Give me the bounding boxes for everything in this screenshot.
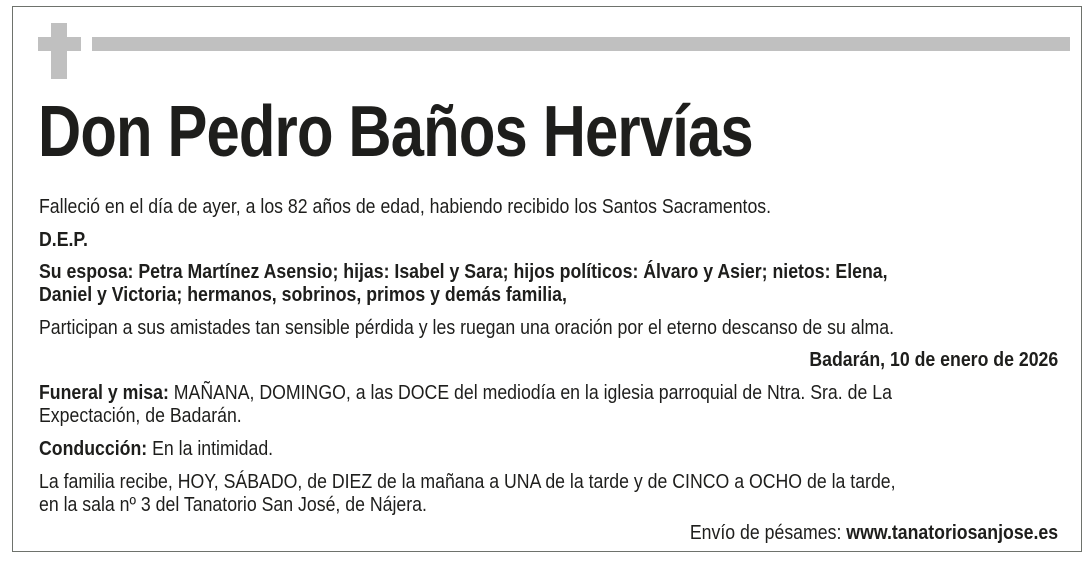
cross-icon-arm xyxy=(38,37,81,51)
visitation-line-2: en la sala nº 3 del Tanatorio San José, de Nájera. xyxy=(39,494,427,516)
funeral-line-1 xyxy=(39,382,892,405)
conduccion-label: Conducción: xyxy=(39,438,148,460)
condolences-line xyxy=(690,522,1058,545)
conduccion-value: En la intimidad. xyxy=(152,438,274,460)
death-notice: Falleció en el día de ayer, a los 82 años de edad, habiendo recibido los Santos Sacramentos. xyxy=(39,196,772,218)
cross-icon xyxy=(51,23,67,79)
visitation-line-1: La familia recibe, HOY, SÁBADO, de DIEZ de la mañana a UNA de la tarde y de CINCO a OCHO de la tarde, xyxy=(39,471,896,493)
dep-text: D.E.P. xyxy=(39,229,88,251)
conduccion-line xyxy=(39,438,273,461)
family-line-2: Daniel y Victoria; hermanos, sobrinos, primos y demás familia, xyxy=(39,284,567,306)
funeral-details: MAÑANA, DOMINGO, a las DOCE del mediodía en la iglesia parroquial de Ntra. Sra. de La xyxy=(173,382,892,404)
condolences-label: Envío de pésames: xyxy=(689,522,842,544)
condolences-url[interactable]: www.tanatoriosanjose.es xyxy=(846,522,1058,544)
deceased-name: Don Pedro Baños Hervías xyxy=(38,92,753,172)
prayer-request: Participan a sus amistades tan sensible pérdida y les ruegan una oración por el eterno descanso de su alma. xyxy=(39,317,895,339)
family-line-1: Su esposa: Petra Martínez Asensio; hijas: Isabel y Sara; hijos políticos: Álvaro y Asier; nietos: Elena, xyxy=(39,261,888,283)
header-rule xyxy=(92,37,1070,51)
place-date: Badarán, 10 de enero de 2026 xyxy=(809,349,1058,371)
funeral-label: Funeral y misa: xyxy=(39,382,169,404)
funeral-line-2: Expectación, de Badarán. xyxy=(39,405,242,427)
